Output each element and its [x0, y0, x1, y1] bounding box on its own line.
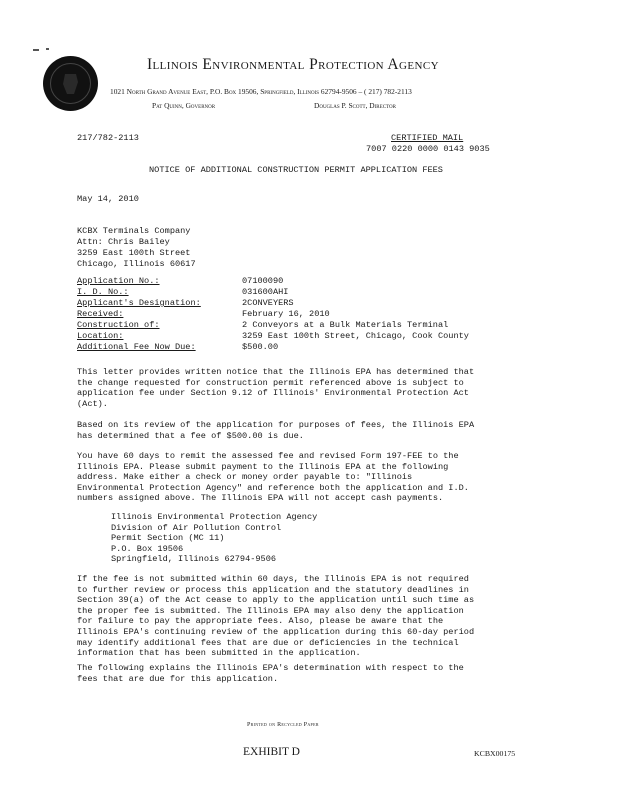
field-value: 3259 East 100th Street, Chicago, Cook County — [242, 331, 469, 341]
paragraph-line: Based on its review of the application for purposes of fees, the Illinois EPA — [77, 420, 475, 430]
recipient-attn: Attn: Chris Bailey — [77, 237, 170, 247]
address-line: P.O. Box 19506 — [111, 543, 184, 554]
paragraph-line: This letter provides written notice that the Illinois EPA has determined that — [77, 367, 475, 377]
field-value: 07100090 — [242, 276, 284, 286]
recipient-city: Chicago, Illinois 60617 — [77, 259, 196, 269]
field-label: Received: — [77, 309, 124, 319]
paragraph-line: the change requested for construction permit referenced above is subject to — [77, 377, 464, 388]
payment-address — [111, 512, 317, 565]
paragraph-notice — [77, 367, 474, 409]
field-label: Applicant's Designation: — [77, 298, 201, 308]
paragraph-line: information that has been submitted in the application. — [77, 648, 361, 659]
field-label: Application No.: — [77, 276, 160, 286]
field-label: Additional Fee Now Due: — [77, 342, 196, 352]
paragraph-line: for failure to pay the appropriate fees. Also, please be aware that the — [77, 616, 444, 627]
paragraph-line: Illinois EPA. Please submit payment to the Illinois EPA at the following — [77, 461, 449, 472]
agency-address: 1021 North Grand Avenue East, P.O. Box 19506, Springfield, Illinois 62794-9506 – ( 217) 782-2113 — [110, 87, 412, 96]
address-line: Springfield, Illinois 62794-9506 — [111, 554, 277, 565]
mail-type: CERTIFIED MAIL — [391, 133, 464, 143]
director-name: Douglas P. Scott, Director — [314, 101, 396, 110]
field-value: 031600AHI — [242, 287, 289, 297]
exhibit-label: EXHIBIT D — [243, 746, 300, 758]
recipient-street: 3259 East 100th Street — [77, 248, 191, 258]
paragraph-line: You have 60 days to remit the assessed fee and revised Form 197-FEE to the — [77, 451, 459, 461]
paragraph-line: application fee under Section 9.12 of Illinois' Environmental Protection Act — [77, 388, 469, 399]
paragraph-line: to further review or process this application and the statutory deadlines in — [77, 584, 469, 595]
field-label: I. D. No.: — [77, 287, 129, 297]
field-value: $500.00 — [242, 342, 279, 352]
notice-title: NOTICE OF ADDITIONAL CONSTRUCTION PERMIT APPLICATION FEES — [149, 165, 443, 175]
paragraph-line: has determined that a fee of $500.00 is due. — [77, 430, 304, 441]
paragraph-explanation — [77, 663, 464, 684]
field-value: 2 Conveyors at a Bulk Materials Terminal — [242, 320, 449, 330]
paragraph-line: fees that are due for this application. — [77, 673, 279, 684]
paragraph-fee-determination — [77, 420, 474, 441]
address-line: Division of Air Pollution Control — [111, 522, 282, 533]
paragraph-line: numbers assigned above. The Illinois EPA will not accept cash payments. — [77, 493, 444, 504]
agency-seal-logo — [43, 56, 98, 111]
scan-speck — [46, 48, 49, 50]
phone-number: 217/782-2113 — [77, 133, 139, 143]
paragraph-line: The following explains the Illinois EPA's determination with respect to the — [77, 663, 464, 673]
paragraph-deadline-warning — [77, 574, 474, 659]
address-line: Permit Section (MC 11) — [111, 533, 225, 544]
paragraph-line: Section 39(a) of the Act cease to apply to the application until such time as — [77, 595, 475, 606]
paragraph-line: may identify additional fees that are due or deficiencies in the technical — [77, 637, 459, 648]
field-label: Construction of: — [77, 320, 160, 330]
tracking-number: 7007 0220 0000 0143 9035 — [366, 144, 490, 154]
address-line: Illinois Environmental Protection Agency — [111, 512, 318, 522]
recipient-company: KCBX Terminals Company — [77, 226, 191, 236]
paragraph-line: address. Make either a check or money order payable to: "Illinois — [77, 472, 413, 483]
field-label: Location: — [77, 331, 124, 341]
field-value: February 16, 2010 — [242, 309, 330, 319]
paragraph-payment-instructions — [77, 451, 469, 504]
bates-number: KCBX00175 — [474, 749, 516, 758]
paragraph-line: Illinois EPA's continuing review of the application during this 60-day period — [77, 626, 475, 637]
governor-name: Pat Quinn, Governor — [152, 101, 216, 110]
paragraph-line: If the fee is not submitted within 60 days, the Illinois EPA is not required — [77, 574, 469, 584]
paragraph-line: the proper fee is submitted. The Illinois EPA may also deny the application — [77, 605, 464, 616]
agency-name: Illinois Environmental Protection Agency — [147, 56, 439, 73]
paragraph-line: (Act). — [77, 398, 108, 409]
field-value: 2CONVEYERS — [242, 298, 294, 308]
letter-date: May 14, 2010 — [77, 194, 139, 204]
paragraph-line: Environmental Protection Agency" and reference both the application and I.D. — [77, 482, 469, 493]
recycled-paper-note: Printed on Recycled Paper — [247, 722, 319, 728]
scan-speck — [33, 49, 39, 51]
